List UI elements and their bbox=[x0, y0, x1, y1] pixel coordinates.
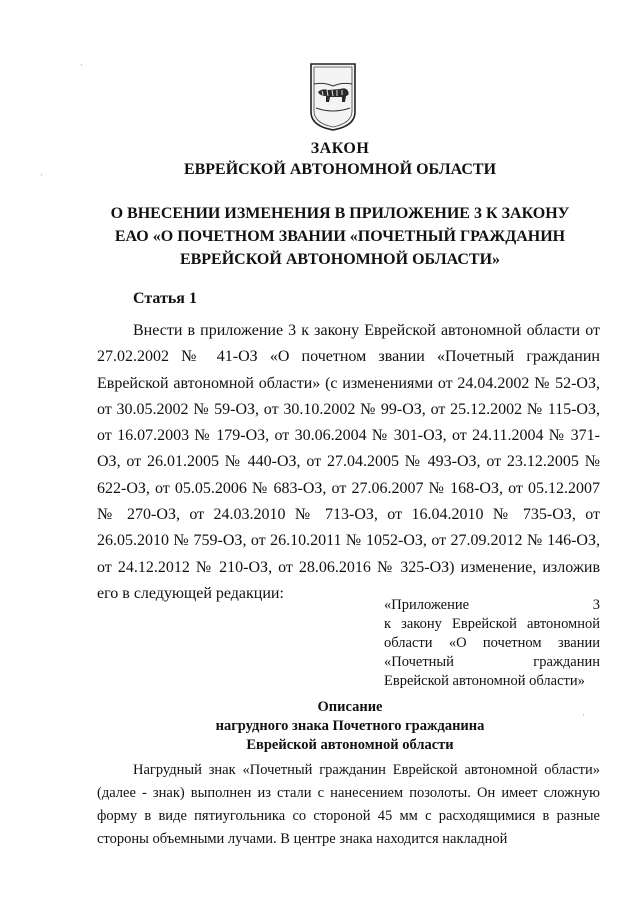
appendix-reference bbox=[384, 596, 600, 691]
appendix-line: к закону Еврейской автономной bbox=[384, 616, 600, 632]
scan-speck: · bbox=[80, 60, 83, 70]
coat-of-arms-icon bbox=[308, 62, 358, 132]
appendix-line: Еврейской автономной области» bbox=[384, 673, 585, 689]
article-body bbox=[97, 318, 600, 607]
region-name: ЕВРЕЙСКОЙ АВТОНОМНОЙ ОБЛАСТИ bbox=[183, 161, 497, 178]
scan-speck: · bbox=[582, 710, 585, 720]
appendix-line: области «О почетном звании bbox=[384, 635, 600, 651]
scan-speck: · bbox=[40, 170, 43, 180]
description-subtitle: нагрудного знака Почетного гражданина bbox=[215, 718, 485, 734]
description-paragraph: Нагрудный знак «Почетный гражданин Еврейской автономной области» (далее - знак) выполнен из стали с нанесением позолоты. Он имеет сложную форму в виде пятиугольника со стороной 45 мм с расходящимися в разные стороны объемными лучами. В центре знака находится накладной bbox=[97, 762, 600, 847]
article-heading: Статья 1 bbox=[133, 290, 197, 307]
document-type: ЗАКОН bbox=[310, 140, 370, 157]
appendix-line: «Приложение 3 bbox=[384, 597, 600, 613]
appendix-line: «Почетный гражданин bbox=[384, 654, 600, 670]
law-subject-title: О ВНЕСЕНИИ ИЗМЕНЕНИЯ В ПРИЛОЖЕНИЕ 3 К ЗАКОНУ ЕАО «О ПОЧЕТНОМ ЗВАНИИ «ПОЧЕТНЫЙ ГРАЖДАНИН ЕВРЕЙСКОЙ АВТОНОМНОЙ ОБЛАСТИ» bbox=[110, 205, 570, 268]
description-title: Описание bbox=[317, 699, 383, 715]
article-paragraph: Внести в приложение 3 к закону Еврейской автономной области от 27.02.2002 № 41-ОЗ «О почетном звании «Почетный гражданин Еврейской автономной области» (с изменениями от 24.04.2002 № 52-ОЗ, от 30.05.2002 № 59-ОЗ, от 30.10.2002 № 99-ОЗ, от 25.12.2002 № 115-ОЗ, от 16.07.2003 № 179-ОЗ, от 30.06.2004 № 301-ОЗ, от 24.11.2004 № 371-ОЗ, от 26.01.2005 № 440-ОЗ, от 27.04.2005 № 493-ОЗ, от 23.12.2005 № 622-ОЗ, от 05.05.2006 № 683-ОЗ, от 27.06.2007 № 168-ОЗ, от 05.12.2007 № 270-ОЗ, от 24.03.2010 № 713-ОЗ, от 16.04.2010 № 735-ОЗ, от 26.05.2010 № 759-ОЗ, от 26.10.2011 № 1052-ОЗ, от 27.09.2012 № 146-ОЗ, от 24.12.2012 № 210-ОЗ, от 28.06.2016 № 325-ОЗ) изменение, изложив его в следующей редакции: bbox=[97, 322, 600, 602]
description-body bbox=[97, 759, 600, 851]
description-subtitle: Еврейской автономной области bbox=[246, 737, 454, 753]
